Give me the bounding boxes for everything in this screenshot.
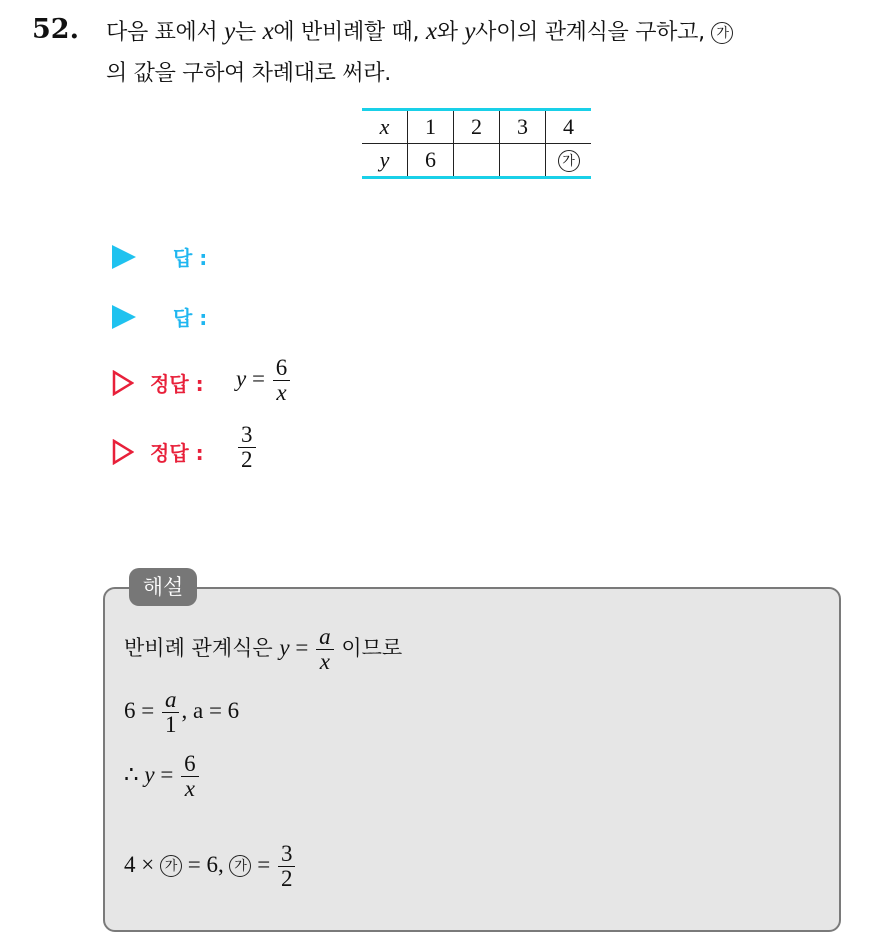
math-var: y [144,761,155,787]
fraction-denominator: x [273,380,291,405]
table-cell: x [379,114,390,139]
math-var: y [279,634,290,660]
correct-answer-1 [236,356,292,405]
answer-arrow-icon [112,305,136,329]
q-var: x [262,18,274,45]
math-expr: 6 = [124,697,155,723]
table-row-x [362,110,591,144]
math-var: y [236,365,247,391]
fraction [273,356,291,405]
answer-label: 답 : [173,246,208,270]
answer-arrow-icon [112,245,136,269]
fraction-denominator: 1 [162,712,180,737]
question-line-2: 의 값을 구하여 차례대로 써라. [106,61,391,86]
value-table [362,108,591,179]
fraction-numerator: 3 [280,841,293,866]
question-number: 52. [32,14,79,45]
table-cell: 3 [500,110,546,144]
table-cell [546,144,592,178]
fraction-denominator: x [181,776,199,801]
solution-tag: 해설 [129,568,197,606]
fraction-numerator: a [319,624,331,649]
q-text: 다음 표에서 [106,20,225,45]
q-text: 와 [436,20,465,45]
question-line-1 [106,15,733,46]
fraction [162,688,180,737]
fraction-numerator: 6 [184,751,196,776]
table-cell: 6 [408,144,454,178]
q-var: y [464,18,476,45]
circled-ga-marker: 가 [711,22,733,44]
correct-answer-arrow-icon [112,370,134,396]
table-cell: 1 [408,110,454,144]
q-text: 는 [234,20,263,45]
solution-text: 반비례 관계식은 [124,635,280,660]
solution-line-4 [124,842,297,891]
solution-line-3 [124,752,201,801]
fraction [181,752,199,801]
fraction [278,842,296,891]
fraction-numerator: 6 [275,355,288,380]
fraction-denominator: 2 [278,866,296,891]
table-row-y [362,144,591,178]
fraction-denominator: 2 [238,447,256,472]
correct-answer-label: 정답 : [150,441,204,465]
solution-line-2 [124,688,239,737]
solution-text: 이므로 [341,635,403,660]
fraction-numerator: 3 [241,422,253,447]
q-var: x [425,18,437,45]
circled-ga-marker: 가 [160,855,182,877]
fraction [316,625,334,674]
q-var: y [224,18,235,45]
math-expr: 4 × [124,851,160,877]
circled-ga-marker: 가 [558,150,580,172]
table-cell [500,144,546,178]
table-cell: 4 [546,110,592,144]
correct-answer-label: 정답 : [150,372,204,396]
table-cell [454,144,500,178]
table-cell: y [362,144,408,178]
math-eq: = [251,365,265,391]
therefore-symbol: ∴ [124,761,145,787]
answer-label: 답 : [173,306,208,330]
solution-line-1 [124,625,402,674]
fraction [238,423,256,472]
table-cell: 2 [454,110,500,144]
math-expr: , a = 6 [181,697,240,723]
correct-answer-arrow-icon [112,439,134,465]
math-eq: = [295,634,309,660]
math-eq: = [160,761,174,787]
math-expr: = [251,851,276,877]
circled-ga-marker: 가 [229,855,251,877]
q-text: 에 반비례할 때, [273,20,426,45]
fraction-numerator: a [164,687,177,712]
math-expr: = 6, [181,851,230,877]
q-text: 사이의 관계식을 구하고, [475,20,712,45]
correct-answer-2 [236,423,258,472]
fraction-denominator: x [316,649,334,674]
